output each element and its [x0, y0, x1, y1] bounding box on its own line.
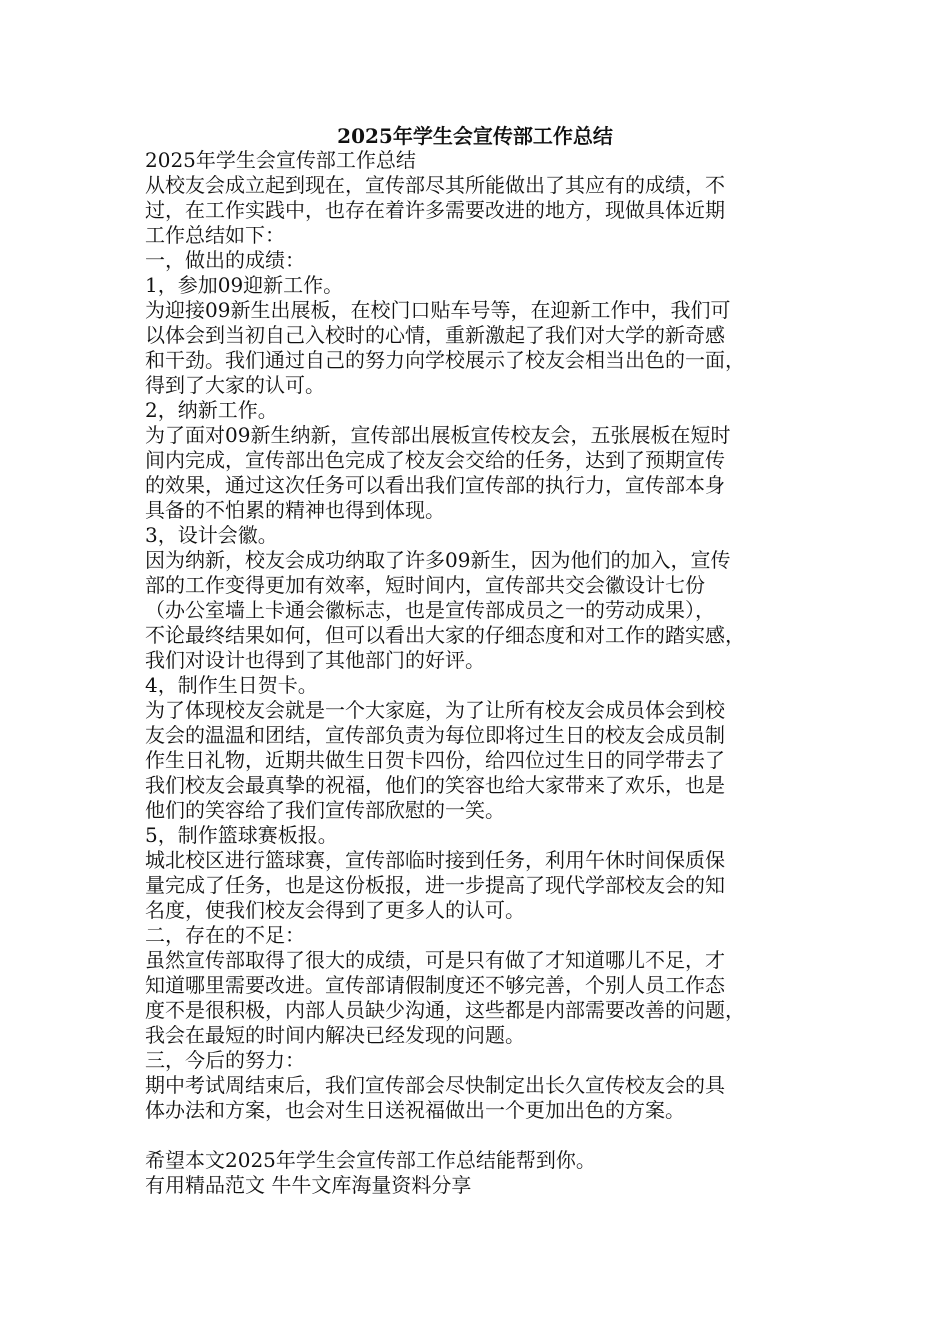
- body-line: 为迎接09新生出展板，在校门口贴车号等，在迎新工作中，我们可: [145, 298, 731, 322]
- body-line: 名度，使我们校友会得到了更多人的认可。: [145, 898, 525, 922]
- item-heading: 2，纳新工作。: [145, 398, 278, 422]
- body-line: 和干劲。我们通过自己的努力向学校展示了校友会相当出色的一面，: [145, 348, 745, 372]
- body-line: 虽然宣传部取得了很大的成绩，可是只有做了才知道哪儿不足，才: [145, 948, 725, 972]
- body-line: 期中考试周结束后，我们宣传部会尽快制定出长久宣传校友会的具: [145, 1073, 725, 1097]
- body-line: （办公室墙上卡通会徽标志，也是宣传部成员之一的劳动成果），: [145, 598, 715, 622]
- body-line: 2025年学生会宣传部工作总结: [145, 148, 416, 172]
- body-line: 部的工作变得更加有效率，短时间内，宣传部共交会徽设计七份: [145, 573, 705, 597]
- section-heading: 一，做出的成绩：: [145, 248, 305, 272]
- body-line: 的效果，通过这次任务可以看出我们宣传部的执行力，宣传部本身: [145, 473, 725, 497]
- closing-line: 希望本文2025年学生会宣传部工作总结能帮到你。: [145, 1148, 596, 1172]
- footer-line: 有用精品范文 牛牛文库海量资料分享: [145, 1173, 472, 1197]
- body-line: 为了体现校友会就是一个大家庭，为了让所有校友会成员体会到校: [145, 698, 725, 722]
- body-line: 作生日礼物，近期共做生日贺卡四份，给四位过生日的同学带去了: [145, 748, 725, 772]
- body-line: 以体会到当初自己入校时的心情，重新激起了我们对大学的新奇感: [145, 323, 725, 347]
- body-line: 知道哪里需要改进。宣传部请假制度还不够完善，个别人员工作态: [145, 973, 725, 997]
- blank-line: [145, 1123, 815, 1148]
- body-line: 过，在工作实践中，也存在着许多需要改进的地方，现做具体近期: [145, 198, 725, 222]
- body-line: 得到了大家的认可。: [145, 373, 325, 397]
- body-line: 工作总结如下：: [145, 223, 285, 247]
- body-line: 为了面对09新生纳新，宣传部出展板宣传校友会，五张展板在短时: [145, 423, 731, 447]
- item-heading: 5，制作篮球赛板报。: [145, 823, 338, 847]
- body-line: 因为纳新，校友会成功纳取了许多09新生，因为他们的加入，宣传: [145, 548, 731, 572]
- item-heading: 3，设计会徽。: [145, 523, 278, 547]
- section-heading: 二，存在的不足：: [145, 923, 305, 947]
- body-line: 从校友会成立起到现在，宣传部尽其所能做出了其应有的成绩，不: [145, 173, 725, 197]
- body-line: 体办法和方案，也会对生日送祝福做出一个更加出色的方案。: [145, 1098, 685, 1122]
- body-line: 城北校区进行篮球赛，宣传部临时接到任务，利用午休时间保质保: [145, 848, 725, 872]
- item-heading: 4，制作生日贺卡。: [145, 673, 318, 697]
- body-line: 我们校友会最真挚的祝福，他们的笑容也给大家带来了欢乐，也是: [145, 773, 725, 797]
- body-line: 量完成了任务，也是这份板报，进一步提高了现代学部校友会的知: [145, 873, 725, 897]
- body-line: 我们对设计也得到了其他部门的好评。: [145, 648, 485, 672]
- document-body: [145, 148, 815, 1198]
- section-heading: 三，今后的努力：: [145, 1048, 305, 1072]
- body-line: 他们的笑容给了我们宣传部欣慰的一笑。: [145, 798, 505, 822]
- body-line: 间内完成，宣传部出色完成了校友会交给的任务，达到了预期宣传: [145, 448, 725, 472]
- body-line: 我会在最短的时间内解决已经发现的问题。: [145, 1023, 525, 1047]
- document-title: 2025年学生会宣传部工作总结: [337, 124, 613, 148]
- body-line: 友会的温温和团结，宣传部负责为每位即将过生日的校友会成员制: [145, 723, 725, 747]
- item-heading: 1，参加09迎新工作。: [145, 273, 344, 297]
- body-line: 具备的不怕累的精神也得到体现。: [145, 498, 445, 522]
- body-line: 度不是很积极，内部人员缺少沟通，这些都是内部需要改善的问题，: [145, 998, 745, 1022]
- body-line: 不论最终结果如何，但可以看出大家的仔细态度和对工作的踏实感，: [145, 623, 745, 647]
